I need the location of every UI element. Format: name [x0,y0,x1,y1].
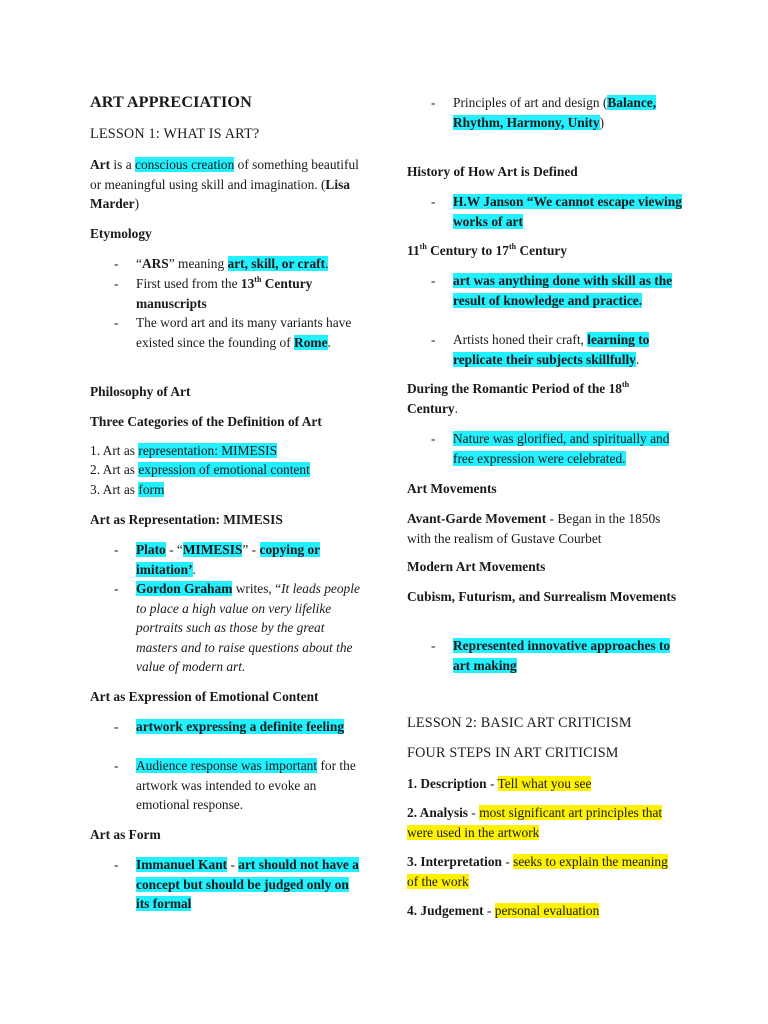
dash: - [431,431,436,446]
highlight: expression of emotional content [138,462,310,477]
art-movements-heading: Art Movements [407,481,497,496]
dash: - [114,581,119,596]
text: - “ [165,542,183,557]
text: Principles of art and design ( [453,95,608,110]
list-item [407,636,682,675]
list-item [90,855,365,914]
three-categories-heading: Three Categories of the Definition of Art [90,414,322,429]
dash: - [431,638,436,653]
dash: - [114,256,119,271]
step-item [407,852,682,891]
list-item [407,330,682,369]
etymology-heading: Etymology [90,226,152,241]
list-item [407,271,682,310]
text: . [454,400,458,416]
highlight: form [138,482,165,497]
avant-garde-text [407,509,682,548]
dash: - [431,332,436,347]
text: Art as [102,443,139,458]
category-item [90,480,365,500]
author-name: Lisa Marder [90,176,350,212]
text: 13 [240,276,255,291]
four-steps-heading: FOUR STEPS IN ART CRITICISM [407,745,619,761]
list-item [407,93,682,132]
highlight: seeks to explain the meaning of the work [407,854,668,889]
text: for the artwork was intended to evoke an emotional response. [136,758,356,813]
history-heading: History of How Art is Defined [407,164,578,179]
art-definition [90,155,365,214]
highlight: Plato [136,542,166,557]
text: - [486,776,498,791]
list-item [90,717,365,737]
highlight: artwork expressing a definite feeling [136,719,345,734]
text: 4. Judgement [407,903,484,918]
step-item [407,774,682,794]
form-heading: Art as Form [90,827,161,842]
list-item [90,756,365,815]
highlight: art was anything done with skill as the result of knowledge and practice. [453,273,673,308]
text: - [483,903,495,918]
dash: - [114,315,119,330]
text: Art as [102,462,139,477]
superscript: th [621,379,630,389]
dash: - [431,273,436,288]
number: 1. [90,443,101,458]
text: 1. Description [407,776,487,791]
text: - [468,805,480,820]
highlight: Tell what you see [497,776,592,791]
list-item [90,579,365,677]
list-item [90,274,365,313]
list-item [407,429,682,468]
text: ARS [141,256,169,271]
highlight: Nature was glorified, and spiritually and free expression were celebrated. [453,431,670,466]
list-item [90,313,365,352]
text: Avant-Garde Movement [407,511,547,526]
philosophy-heading: Philosophy of Art [90,384,191,399]
text: - [501,854,514,869]
highlight: Immanuel Kant [136,857,228,872]
text: 3. Interpretation [407,854,502,869]
text: Art as [102,482,139,497]
document-title: ART APPRECIATION [90,93,252,111]
dash: - [114,758,119,773]
cubism-heading: Cubism, Futurism, and Surrealism Movements [407,589,677,604]
text: First used from the [136,276,241,291]
lesson-1-heading: LESSON 1: WHAT IS ART? [90,126,260,142]
dash: - [114,276,119,291]
highlight: art, skill, or craft [227,256,326,271]
text: of something beautiful or meaningful using skill and imagination. ( [90,157,359,192]
highlight: copying or imitation’ [136,542,321,577]
list-item [90,254,365,274]
text: The word art and its many variants have existed since the founding of [136,315,352,350]
dash: - [114,857,119,872]
highlight: Gordon Graham [136,581,233,596]
highlight: MIMESIS [182,542,243,557]
expression-heading: Art as Expression of Emotional Content [90,689,319,704]
superscript: th [419,241,427,251]
dash: - [114,719,119,734]
highlight: personal evaluation [494,903,600,918]
number: 2. [90,462,101,477]
number: 3. [90,482,101,497]
highlight: H.W Janson “We cannot escape viewing works of art [453,194,682,229]
text: Century [516,243,568,258]
list-item [407,192,682,231]
modern-movements-heading: Modern Art Movements [407,559,546,574]
highlight: representation: MIMESIS [138,443,278,458]
text: ” meaning [168,256,228,271]
step-item [407,803,682,842]
highlight: learning to replicate their subjects skillfully [453,332,650,367]
representation-heading: Art as Representation: MIMESIS [90,512,283,527]
text: is a [110,157,135,172]
romantic-heading [407,379,682,418]
text: “ [136,256,142,271]
category-item [90,441,365,461]
quote-text: It leads people to place a high value on very lifelike portraits such as those by the great masters and to raise questions about the value of modern art. [136,581,360,675]
dash: - [431,194,436,209]
text: During the Romantic Period of the 18 [407,381,622,396]
category-item [90,460,365,480]
highlight: Rome [294,334,328,350]
highlight: Balance, Rhythm, Harmony, Unity [453,95,657,130]
conscious-creation-highlight: conscious creation [135,157,235,172]
text: . [635,351,640,367]
dash: - [114,542,119,557]
century-heading [407,241,682,261]
text: Century to 17 [426,243,509,258]
highlight: . [325,256,329,271]
superscript: th [508,241,517,251]
highlight: most significant art principles that were used in the artwork [407,805,663,840]
text: - [227,857,239,872]
step-item [407,901,682,921]
text: - Began in the 1850s with the realism of Gustave Courbet [407,511,661,546]
text: 2. Analysis [407,805,469,820]
text: ) [134,196,140,212]
highlight: art should not have a concept but should be judged only on its formal [136,857,359,912]
text: . [192,561,196,577]
text: Century manuscripts [136,276,313,311]
dash: - [431,95,436,110]
list-item [90,540,365,579]
text: ) [599,114,605,130]
text: writes, “ [232,581,282,596]
text: . [327,334,331,350]
superscript: th [254,274,262,284]
text: ” - [242,542,260,557]
highlight: Represented innovative approaches to art making [453,638,671,673]
text: 11 [407,243,420,258]
text: Century [407,400,455,416]
lesson-2-heading: LESSON 2: BASIC ART CRITICISM [407,715,632,731]
highlight: Audience response was important [136,758,318,773]
text: Artists honed their craft, [453,332,588,347]
art-term: Art [90,157,111,172]
